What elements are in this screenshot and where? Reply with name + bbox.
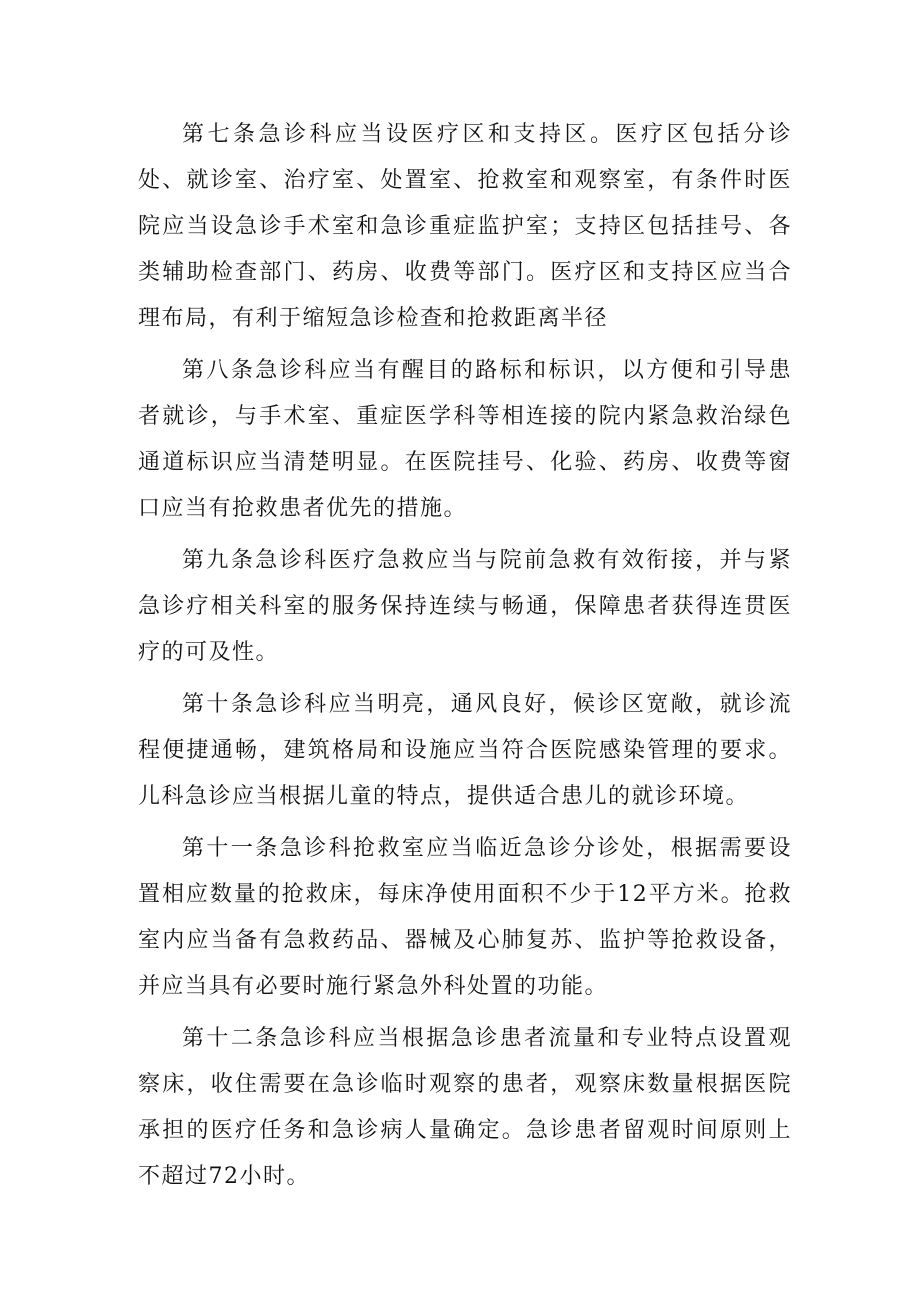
paragraph-article-12: 第十二条急诊科应当根据急诊患者流量和专业特点设置观察床，收住需要在急诊临时观察的患者，观察床数量根据医院承担的医疗任务和急诊病人量确定。急诊患者留观时间原则上不超过72小时。 (138, 1026, 792, 1189)
paragraph-article-9: 第九条急诊科医疗急救应当与院前急救有效衔接，并与紧急诊疗相关科室的服务保持连续与畅通，保障患者获得连贯医疗的可及性。 (138, 548, 792, 665)
paragraph-article-8: 第八条急诊科应当有醒目的路标和标识，以方便和引导患者就诊，与手术室、重症医学科等相连接的院内紧急救治绿色通道标识应当清楚明显。在医院挂号、化验、药房、收费等窗口应当有抢救患者优先的措施。 (138, 358, 792, 521)
paragraph-article-11: 第十一条急诊科抢救室应当临近急诊分诊处，根据需要设置相应数量的抢救床，每床净使用面积不少于12平方米。抢救室内应当备有急救药品、器械及心肺复苏、监护等抢救设备，并应当具有必要时施行紧急外科处置的功能。 (138, 836, 792, 999)
paragraph-article-7: 第七条急诊科应当设医疗区和支持区。医疗区包括分诊处、就诊室、治疗室、处置室、抢救室和观察室，有条件时医院应当设急诊手术室和急诊重症监护室；支持区包括挂号、各类辅助检查部门、药房、收费等部门。医疗区和支持区应当合理布局，有利于缩短急诊检查和抢救距离半径 (138, 122, 792, 331)
paragraph-article-10: 第十条急诊科应当明亮，通风良好，候诊区宽敞，就诊流程便捷通畅，建筑格局和设施应当符合医院感染管理的要求。儿科急诊应当根据儿童的特点，提供适合患儿的就诊环境。 (138, 692, 792, 809)
document-body (138, 112, 792, 1206)
